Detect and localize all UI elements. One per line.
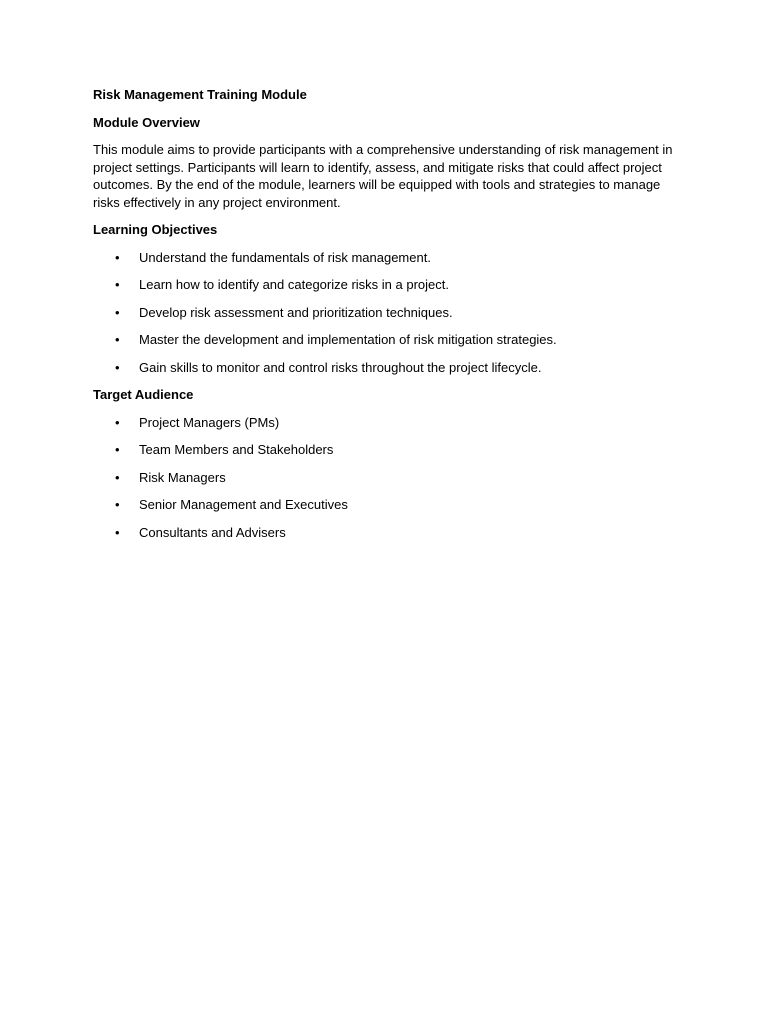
bullet-icon: • <box>115 277 120 292</box>
objectives-heading: Learning Objectives <box>93 222 218 237</box>
audience-heading: Target Audience <box>93 387 194 402</box>
bullet-icon: • <box>115 414 120 430</box>
bullet-icon: • <box>115 359 120 375</box>
list-item <box>93 276 673 294</box>
list-item <box>93 496 673 514</box>
list-item-text: Develop risk assessment and prioritization techniques. <box>139 304 453 320</box>
list-item <box>93 524 673 542</box>
list-item <box>93 359 673 377</box>
document-page <box>93 86 673 551</box>
list-item-text: Senior Management and Executives <box>139 497 348 512</box>
list-item <box>93 249 673 267</box>
bullet-icon: • <box>115 442 120 457</box>
list-item-text: Project Managers (PMs) <box>139 414 280 430</box>
list-item-text: Risk Managers <box>139 469 226 485</box>
objectives-list <box>93 249 673 377</box>
list-item <box>93 414 673 432</box>
list-item-text: Understand the fundamentals of risk management. <box>139 249 431 265</box>
audience-list <box>93 414 673 542</box>
list-item-text: Learn how to identify and categorize risks in a project. <box>139 277 450 292</box>
list-item <box>93 304 673 322</box>
list-item <box>93 469 673 487</box>
list-item-text: Consultants and Advisers <box>139 524 286 540</box>
bullet-icon: • <box>115 249 120 265</box>
list-item-text: Master the development and implementation of risk mitigation strategies. <box>139 332 557 347</box>
list-item <box>93 331 673 349</box>
overview-paragraph: This module aims to provide participants with a comprehensive understanding of risk management in project settings. Participants will learn to identify, assess, and mitigate risks that could affect project outcomes. By the end of the module, learners will be equipped with tools and strategies to manage risks effectively in any project environment. <box>93 142 673 210</box>
document-title: Risk Management Training Module <box>93 87 307 102</box>
list-item-text: Team Members and Stakeholders <box>139 442 334 457</box>
bullet-icon: • <box>115 497 120 512</box>
bullet-icon: • <box>115 332 120 347</box>
list-item-text: Gain skills to monitor and control risks throughout the project lifecycle. <box>139 359 542 375</box>
bullet-icon: • <box>115 304 120 320</box>
overview-heading: Module Overview <box>93 114 200 130</box>
bullet-icon: • <box>115 469 120 485</box>
list-item <box>93 441 673 459</box>
bullet-icon: • <box>115 524 120 540</box>
